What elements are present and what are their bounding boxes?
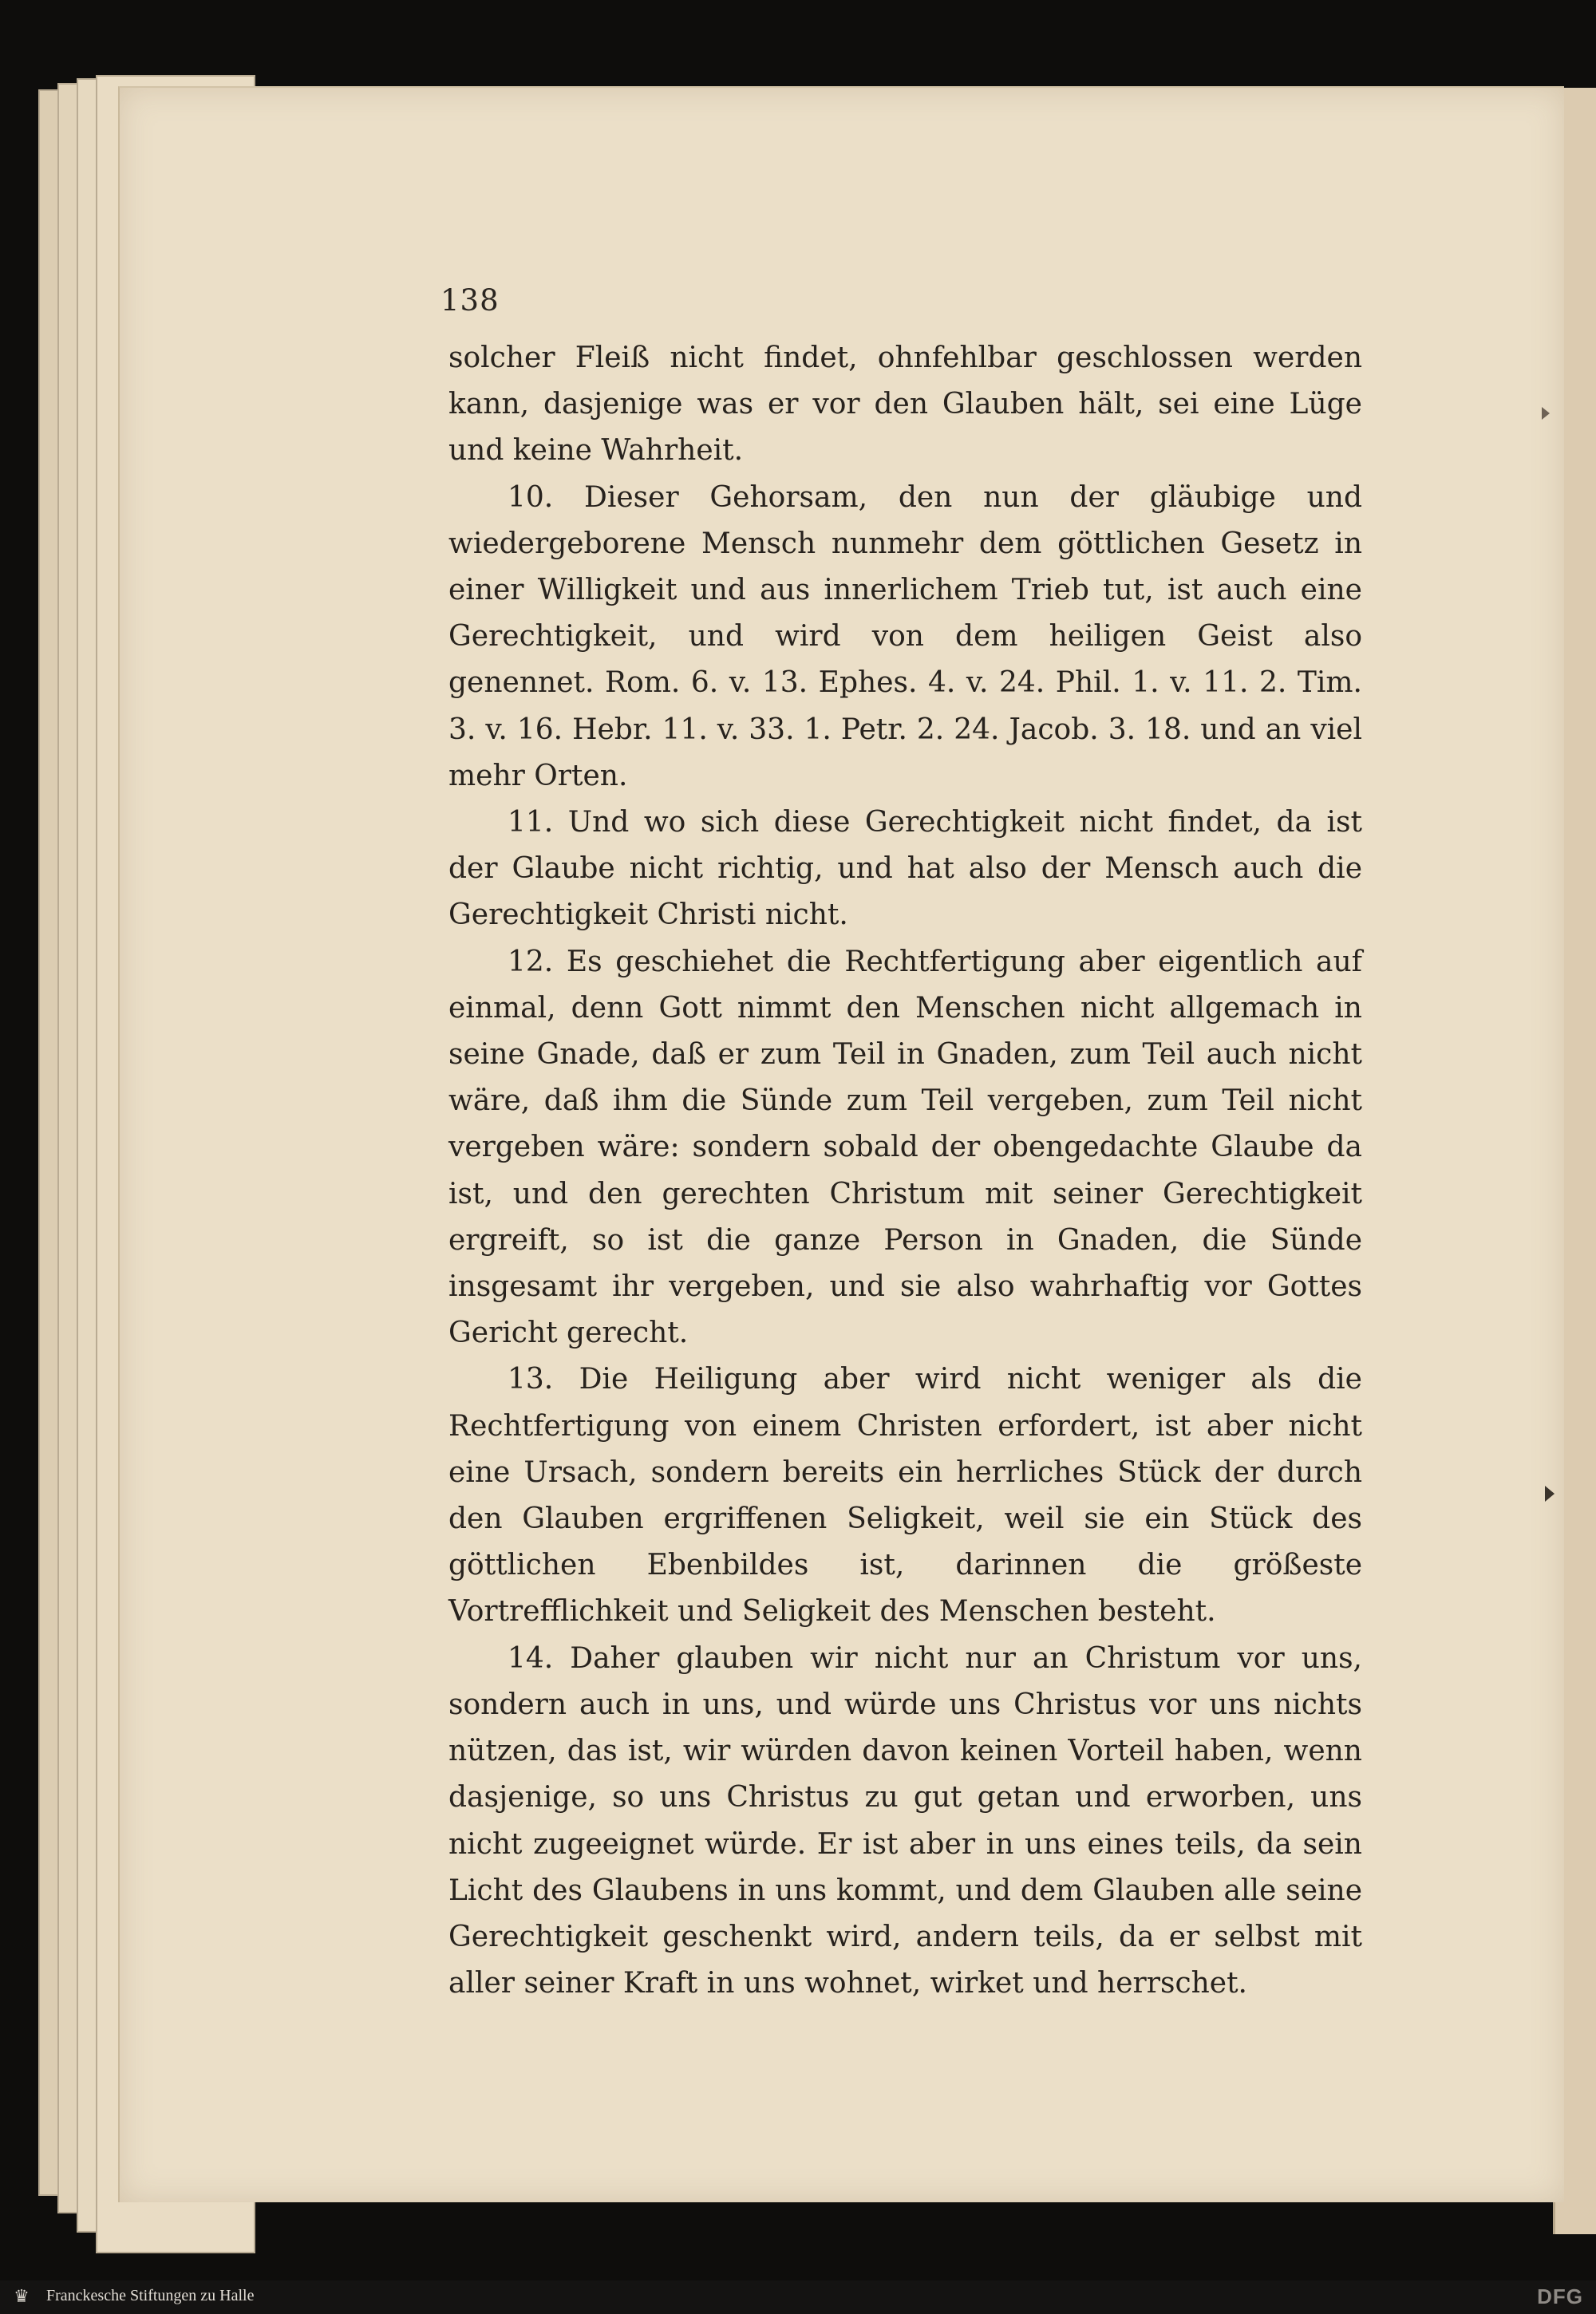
margin-tick-mark <box>1545 1486 1555 1502</box>
paragraph-12: 12. Es geschiehet die Rechtfertigung aber eigentlich auf einmal, denn Gott nimmt den Menschen nicht allgemach in seine Gnade, daß er zum Teil in Gnaden, zum Teil auch nicht wäre, daß ihm die Sünde zum Teil vergeben, zum Teil nicht vergeben wäre: sondern sobald der obengedachte Glaube da ist, und den gerechten Christum mit seiner Gerechtigkeit ergreift, so ist die ganze Person in Gnaden, die Sünde insgesamt ihr vergeben, und sie also wahrhaftig vor Gottes Gericht gerecht. <box>448 945 1362 1350</box>
margin-tick-mark <box>1542 407 1550 420</box>
paragraph-14: 14. Daher glauben wir nicht nur an Christum vor uns, sondern auch in uns, und würde uns Christus vor uns nichts nützen, das ist, wir würden davon keinen Vorteil haben, wenn dasjenige, so uns Christus zu gut getan und erworben, uns nicht zugeeignet würde. Er ist aber in uns eines teils, da sein Licht des Glaubens in uns kommt, und dem Glauben alle seine Gerechtigkeit geschenkt wird, andern teils, da er selbst mit aller seiner Kraft in uns wohnet, wirket und herrschet. <box>448 1641 1362 2000</box>
francke-crest-icon: ♛ <box>14 2287 30 2307</box>
paragraph-10: 10. Dieser Gehorsam, den nun der gläubige und wiedergeborene Mensch nunmehr dem göttlichen Gesetz in einer Willigkeit und aus innerlichem Trieb tut, ist auch eine Gerechtigkeit, und wird von dem heiligen Geist also genennet. Rom. 6. v. 13. Ephes. 4. v. 24. Phil. 1. v. 11. 2. Tim. 3. v. 16. Hebr. 11. v. 33. 1. Petr. 2. 24. Jacob. 3. 18. und an viel mehr Orten. <box>448 480 1362 792</box>
institution-name[interactable]: Franckesche Stiftungen zu Halle <box>46 2287 255 2304</box>
dfg-logo: DFG <box>1537 2284 1583 2308</box>
paragraph-11: 11. Und wo sich diese Gerechtigkeit nicht findet, da ist der Glaube nicht richtig, und hat also der Mensch auch die Gerechtigkeit Christi nicht. <box>448 806 1362 932</box>
paragraph-continued: solcher Fleiß nicht findet, ohnfehlbar geschlossen werden kann, dasjenige was er vor den Glauben hält, sei eine Lüge und keine Wahrheit. <box>448 342 1362 468</box>
body-text <box>448 335 1362 2007</box>
viewer-footer <box>0 2280 1596 2314</box>
paragraph-13: 13. Die Heiligung aber wird nicht weniger als die Rechtfertigung von einem Christen erfordert, ist aber nicht eine Ursach, sondern bereits ein herrliches Stück der durch den Glauben ergriffenen Seligkeit, weil sie ein Stück des göttlichen Ebenbildes ist, darinnen die größeste Vortrefflichkeit und Seligkeit des Menschen besteht. <box>448 1363 1362 1629</box>
page-number: 138 <box>440 283 500 318</box>
